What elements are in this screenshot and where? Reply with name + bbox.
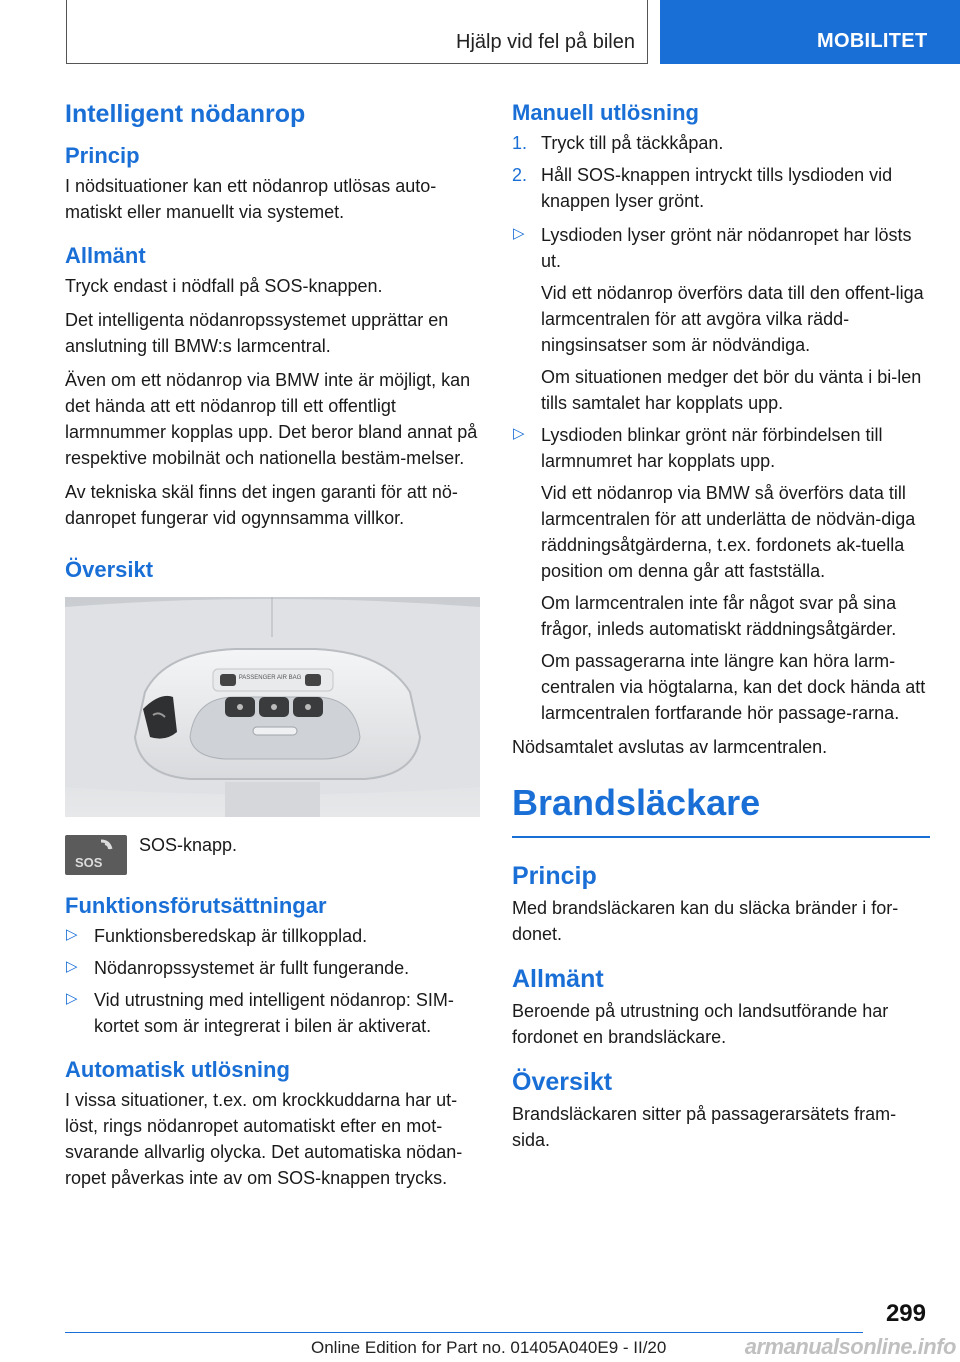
princip-text: I nödsituationer kan ett nödanrop utlösas auto-matiskt eller manuellt via systemet.	[65, 176, 437, 222]
prerequisites-list	[65, 923, 480, 1039]
brand-allmant-text: Beroende på utrustning och landsutförande har fordonet en brandsläckare.	[512, 1001, 889, 1047]
airbag-label: PASSENGER AIR BAG	[238, 675, 302, 681]
section-heading-intelligent-nodanrop: Intelligent nödanrop	[65, 100, 306, 128]
triangle-bullet-icon: ▷	[66, 958, 78, 975]
chapter-tab	[66, 0, 648, 64]
overhead-console-illustration	[65, 597, 480, 817]
subheading-brand-princip: Princip	[512, 862, 597, 890]
triangle-bullet-icon: ▷	[66, 990, 78, 1007]
subheading-brand-oversikt: Översikt	[512, 1068, 613, 1096]
triangle-bullet-icon: ▷	[66, 926, 78, 943]
watermark-logo: armanualsonline.info	[744, 1334, 956, 1359]
list-item: ▷ Lysdioden blinkar grönt när förbindelsen till larmnumret har kopplats upp. Vid ett nödanrop via BMW så överförs data till larmcentralen för att underlätta de nödvän-diga räddningsåtgärderna, t.ex. fordonets ak-tuella position om denna går att fastställa. Om larmcentralen inte får något svar på sina frågor, inleds automatiskt räddningsåtgärder. Om passagerarna inte längre kan höra larm-centralen via högtalarna, kan det dock hända att larmcentralen fortfarande hör passage-rarna.	[512, 422, 930, 726]
chapter-heading-brandslackare: Brandsläckare	[512, 782, 761, 823]
page-number: 299	[885, 1300, 926, 1327]
heading-rule	[512, 836, 930, 838]
led-status-list	[512, 222, 930, 726]
subheading-manuell-utlosning: Manuell utlösning	[512, 100, 699, 125]
allmant-paragraph: Det intelligenta nödanropssystemet upprättar en anslutning till BMW:s larmcentral.	[65, 310, 449, 356]
list-item: ▷ Vid utrustning med intelligent nödanrop: SIM-kortet som är integrerat i bilen är aktiverat.	[65, 987, 480, 1039]
page-header	[0, 0, 960, 66]
sos-legend	[65, 835, 480, 875]
sos-icon-text: SOS	[75, 855, 103, 870]
left-column	[65, 100, 480, 1199]
brand-oversikt-text: Brandsläckaren sitter på passagerarsätets fram-sida.	[512, 1104, 897, 1150]
sos-icon	[65, 835, 127, 875]
subheading-princip: Princip	[65, 143, 140, 168]
page-footer	[0, 1290, 960, 1362]
subheading-automatisk-utlosning: Automatisk utlösning	[65, 1057, 290, 1082]
right-column	[512, 100, 930, 1161]
list-item: ▷ Lysdioden lyser grönt när nödanropet har lösts ut. Vid ett nödanrop överförs data till den offent-liga larmcentralen för att avgöra vilka rädd-ningsinsatser som är nödvändiga. Om situationen medger det bör du vänta i bi-len tills samtalet har kopplats upp.	[512, 222, 930, 416]
subheading-allmant: Allmänt	[65, 243, 146, 268]
manual-steps	[512, 130, 930, 214]
list-item: ▷ Nödanropssystemet är fullt fungerande.	[65, 955, 480, 981]
end-call-text: Nödsamtalet avslutas av larmcentralen.	[512, 737, 828, 757]
triangle-bullet-icon: ▷	[513, 425, 525, 442]
step-item: 1. Tryck till på täckkåpan.	[512, 133, 724, 153]
auto-text: I vissa situationer, t.ex. om krockkuddarna har ut-löst, rings nödanropet automatiskt efter en mot-svarande allvarlig olycka. Det automatiska nödan-ropet påverkas inte av om SOS-knappen trycks.	[65, 1090, 463, 1188]
footer-rule	[65, 1332, 863, 1333]
subheading-funktionsforutsattningar: Funktionsförutsättningar	[65, 893, 327, 918]
triangle-bullet-icon: ▷	[513, 225, 525, 242]
allmant-paragraph: Av tekniska skäl finns det ingen garanti för att nö-danropet fungerar vid ogynnsamma villkor.	[65, 482, 458, 528]
chapter-title: Hjälp vid fel på bilen	[456, 31, 635, 53]
step-item: 2. Håll SOS-knappen intryckt tills lysdioden vid knappen lyser grönt.	[512, 165, 893, 211]
subheading-oversikt: Översikt	[65, 557, 154, 582]
section-title: MOBILITET	[817, 30, 928, 52]
subheading-brand-allmant: Allmänt	[512, 965, 604, 993]
allmant-paragraph: Tryck endast i nödfall på SOS-knappen.	[65, 276, 383, 296]
sos-caption: SOS-knapp.	[139, 835, 238, 855]
allmant-paragraph: Även om ett nödanrop via BMW inte är möjligt, kan det hända att ett nödanrop till ett offentligt larmnummer kopplas upp. Det beror bland annat på respektive mobilnät och nationella bestäm-melser.	[65, 370, 478, 468]
section-tab	[660, 0, 960, 64]
edition-text: Online Edition for Part no. 01405A040E9 - II/20	[311, 1338, 667, 1357]
overhead-console-photo	[65, 597, 480, 817]
brand-princip-text: Med brandsläckaren kan du släcka bränder i for-donet.	[512, 898, 899, 944]
list-item: ▷ Funktionsberedskap är tillkopplad.	[65, 923, 480, 949]
